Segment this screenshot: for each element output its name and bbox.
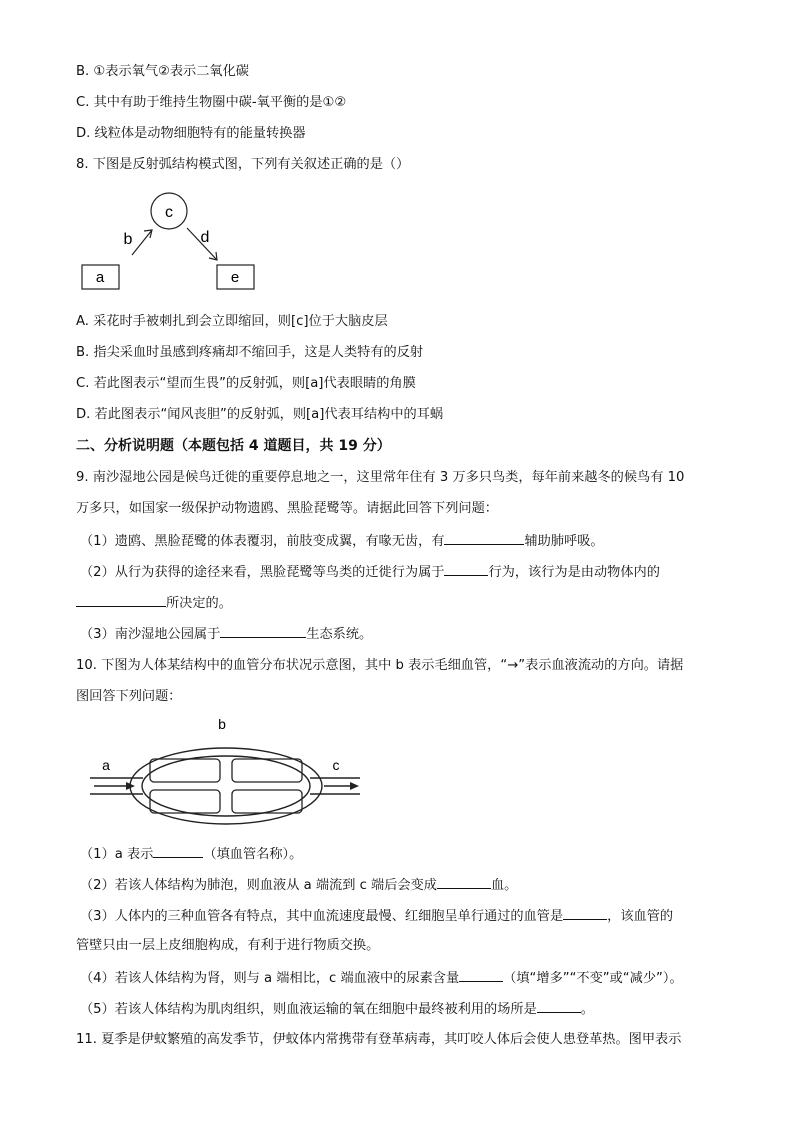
label-e: e — [230, 269, 240, 286]
q7-option-d: D. 线粒体是动物细胞特有的能量转换器 — [76, 126, 306, 141]
q9-part1-text-a: （1）遗鸥、黑脸琵鹭的体表覆羽，前肢变成翼，有喙无齿，有 — [80, 534, 445, 549]
q11-stem-line1: 11. 夏季是伊蚊繁殖的高发季节，伊蚊体内常携带有登革病毒，其叮咬人体后会使人患登革热。图甲表示 — [76, 1032, 682, 1047]
q9-part1 — [80, 530, 604, 552]
q10-part2-text-b: 血。 — [491, 878, 518, 893]
label-a: a — [95, 269, 105, 286]
label-c: c — [332, 757, 340, 773]
label-b: b — [123, 231, 133, 248]
q9-part1-text-b: 辅助肺呼吸。 — [524, 534, 604, 549]
q9-part2-text-c: 所决定的。 — [166, 596, 232, 611]
label-d: d — [200, 229, 210, 246]
q8-stem: 8. 下图是反射弧结构模式图，下列有关叙述正确的是（） — [76, 157, 410, 172]
label-a: a — [102, 757, 110, 773]
q10-part2 — [80, 874, 517, 896]
q10-part5-text-b: 。 — [580, 1002, 594, 1017]
afferent-arrow — [132, 230, 152, 255]
q9-part2-cont — [76, 592, 232, 614]
q10-part4 — [80, 967, 683, 989]
answer-blank[interactable] — [444, 530, 524, 545]
answer-blank[interactable] — [437, 874, 491, 889]
label-c: c — [165, 204, 173, 221]
q10-part5 — [80, 998, 594, 1020]
q10-part3 — [80, 905, 673, 927]
capillary-network-diagram — [88, 716, 368, 828]
answer-blank[interactable] — [459, 967, 503, 982]
q10-part4-text-a: （4）若该人体结构为肾，则与 a 端相比，c 端血液中的尿素含量 — [80, 971, 460, 986]
q7-option-c: C. 其中有助于维持生物圈中碳-氧平衡的是①② — [76, 95, 347, 110]
answer-blank[interactable] — [563, 905, 607, 920]
q10-part3-cont: 管壁只由一层上皮细胞构成，有利于进行物质交换。 — [76, 938, 380, 953]
q10-part1-text-b: （填血管名称）。 — [203, 847, 303, 862]
q8-option-a: A. 采花时手被刺扎到会立即缩回，则[c]位于大脑皮层 — [76, 314, 388, 329]
q8-option-c: C. 若此图表示“望而生畏”的反射弧，则[a]代表眼睛的角膜 — [76, 376, 416, 391]
q10-part3-text-b: ，该血管的 — [607, 909, 674, 924]
q10-part2-text-a: （2）若该人体结构为肺泡，则血液从 a 端流到 c 端后会变成 — [80, 878, 437, 893]
q9-stem-line1: 9. 南沙湿地公园是候鸟迁徙的重要停息地之一，这里常年住有 3 万多只鸟类，每年前来越冬的候鸟有 10 — [76, 470, 685, 485]
answer-blank[interactable] — [220, 623, 306, 638]
q10-stem-line1: 10. 下图为人体某结构中的血管分布状况示意图，其中 b 表示毛细血管，“→”表示血液流动的方向。请据 — [76, 658, 684, 673]
q10-part1-text-a: （1）a 表示 — [80, 847, 154, 862]
q9-part3 — [80, 623, 372, 645]
q8-option-d: D. 若此图表示“闻风丧胆”的反射弧，则[a]代表耳结构中的耳蜗 — [76, 407, 444, 422]
q9-stem-line2: 万多只，如国家一级保护动物遗鸥、黑脸琵鹭等。请据此回答下列问题： — [76, 501, 498, 516]
answer-blank[interactable] — [537, 998, 581, 1013]
q10-stem-line2: 图回答下列问题： — [76, 689, 182, 704]
q9-part2-text-b: 行为，该行为是由动物体内的 — [488, 565, 660, 580]
q10-part1 — [80, 843, 302, 865]
section-2-title: 二、分析说明题（本题包括 4 道题目，共 19 分） — [76, 438, 391, 454]
q10-part3-text-a: （3）人体内的三种血管各有特点，其中血流速度最慢、红细胞呈单行通过的血管是 — [80, 909, 564, 924]
answer-blank[interactable] — [76, 592, 166, 607]
q7-option-b: B. ①表示氧气②表示二氧化碳 — [76, 64, 249, 79]
q10-part5-text-a: （5）若该人体结构为肌肉组织，则血液运输的氧在细胞中最终被利用的场所是 — [80, 1002, 537, 1017]
answer-blank[interactable] — [153, 843, 203, 858]
q9-part2-text-a: （2）从行为获得的途径来看，黑脸琵鹭等鸟类的迁徙行为属于 — [80, 565, 445, 580]
reflex-arc-diagram — [70, 186, 270, 296]
q9-part3-text-a: （3）南沙湿地公园属于 — [80, 627, 221, 642]
label-b: b — [218, 716, 226, 732]
q8-option-b: B. 指尖采血时虽感到疼痛却不缩回手，这是人类特有的反射 — [76, 345, 424, 360]
q10-part4-text-b: （填“增多”“不变”或“减少”）。 — [503, 971, 683, 986]
q9-part2 — [80, 561, 660, 583]
q9-part3-text-b: 生态系统。 — [306, 627, 373, 642]
answer-blank[interactable] — [444, 561, 488, 576]
